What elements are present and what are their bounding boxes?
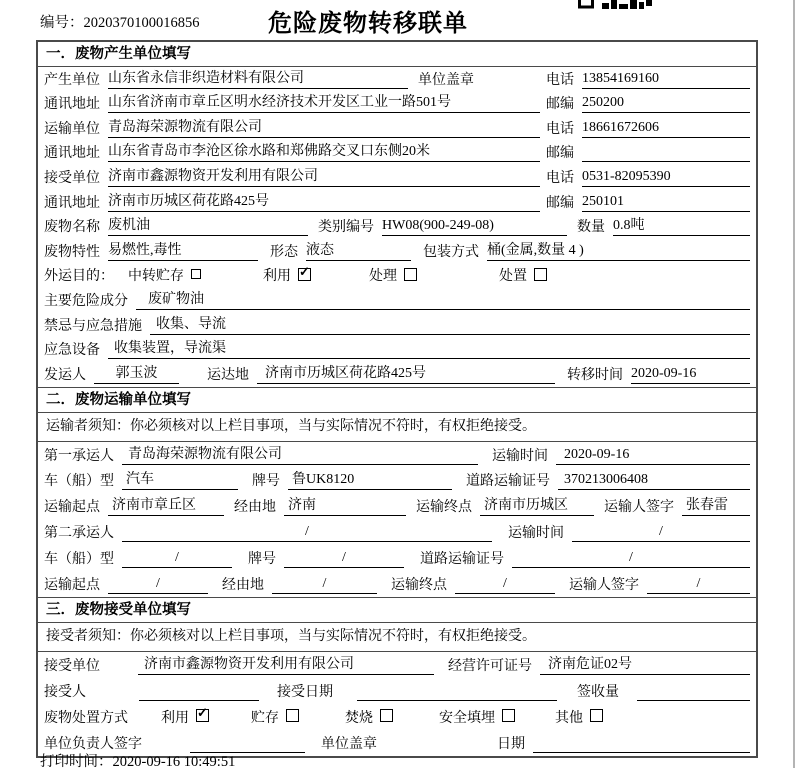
zip-value: 250200 [582, 94, 750, 113]
receive-unit-value: 济南市鑫源物资开发利用有限公司 [108, 168, 540, 187]
section-producer-title: 一．废物产生单位填写 [38, 42, 756, 67]
purpose-option-label: 中转贮存 [128, 269, 184, 285]
row-route-2 [38, 571, 756, 597]
equipment-value: 收集装置，导流渠 [108, 340, 750, 359]
disposal-option-label: 贮存 [251, 710, 279, 726]
sign-qty-value [637, 682, 750, 701]
second-carrier-value: / [122, 523, 492, 542]
category-value: HW08(900-249-08) [382, 217, 567, 236]
origin-label: 运输起点 [44, 577, 100, 593]
origin-value: / [108, 575, 208, 594]
section-receiver [38, 597, 756, 756]
end-value: / [455, 575, 555, 594]
leader-sign-label: 单位负责人签字 [44, 736, 142, 752]
disposal-option-landfill [439, 707, 515, 727]
transporter-notice: 运输者须知：你必须核对以上栏目事项，当与实际情况不符时，有权拒绝接受。 [38, 413, 756, 442]
section-receiver-title: 三．废物接受单位填写 [38, 598, 756, 623]
purpose-option-treat [369, 265, 417, 285]
row-receiver-person [38, 678, 756, 704]
serial-value: 2020370100016856 [83, 15, 200, 31]
address-label: 通讯地址 [44, 146, 100, 162]
address-label: 通讯地址 [44, 195, 100, 211]
section-transporter [38, 387, 756, 597]
sender-value: 郭玉波 [94, 365, 179, 384]
print-time-value: 2020-09-16 10:49:51 [112, 754, 236, 770]
disposal-option-incinerate [345, 707, 393, 727]
category-label: 类别编号 [318, 220, 374, 236]
package-label: 包装方式 [423, 244, 479, 260]
row-hazard-component [38, 288, 756, 313]
row-sender [38, 362, 756, 387]
disposal-option-label: 其他 [555, 710, 583, 726]
checkbox-icon [298, 268, 311, 281]
receiver-notice: 接受者须知：你必须核对以上栏目事项，当与实际情况不符时，有权拒绝接受。 [38, 623, 756, 652]
checkbox-icon [590, 709, 603, 722]
row-transport-unit [38, 116, 756, 141]
form-label: 形态 [270, 244, 298, 260]
taboo-label: 禁忌与应急措施 [44, 318, 142, 334]
date-label: 日期 [497, 736, 525, 752]
row-receive-unit [38, 652, 756, 678]
plate-value: 鲁UK8120 [288, 471, 452, 490]
character-value: 易燃性,毒性 [108, 242, 258, 261]
via-label: 经由地 [234, 500, 276, 516]
road-license-label: 道路运输证号 [466, 474, 550, 490]
vehicle-type-label: 车（船）型 [44, 474, 114, 490]
checkbox-icon [191, 269, 201, 279]
zip-label: 邮编 [546, 97, 574, 113]
phone-label: 电话 [546, 121, 574, 137]
disposal-option-storage [251, 707, 299, 727]
zip-label: 邮编 [546, 195, 574, 211]
phone-label: 电话 [546, 72, 574, 88]
destination-value: 济南市历城区荷花路425号 [257, 365, 555, 384]
row-second-carrier [38, 519, 756, 545]
checkbox-icon [502, 709, 515, 722]
hazard-label: 主要危险成分 [44, 293, 128, 309]
receive-date-value [357, 682, 557, 701]
produce-unit-label: 产生单位 [44, 72, 100, 88]
qty-label: 数量 [577, 220, 605, 236]
transfer-time-value: 2020-09-16 [631, 365, 750, 384]
transport-time-value: / [572, 523, 750, 542]
page-title: 危险废物转移联单 [268, 11, 468, 37]
via-label: 经由地 [222, 577, 264, 593]
transporter-sign-label: 运输人签字 [569, 577, 639, 593]
checkbox-icon [404, 268, 417, 281]
purpose-option-label: 处理 [369, 269, 397, 285]
row-first-carrier [38, 442, 756, 468]
checkbox-icon [286, 709, 299, 722]
qty-value: 0.8吨 [613, 217, 750, 236]
disposal-option-label: 安全填埋 [439, 710, 495, 726]
produce-unit-value: 山东省永信非织造材料有限公司 [108, 70, 408, 89]
second-carrier-label: 第二承运人 [44, 525, 114, 541]
checkbox-icon [380, 709, 393, 722]
transfer-manifest-form [36, 40, 758, 758]
receiver-label: 接受人 [44, 684, 86, 700]
road-license-value: 370213006408 [558, 471, 750, 490]
row-receive-unit [38, 165, 756, 190]
purpose-option-transfer-storage [128, 265, 201, 285]
road-license-value: / [512, 549, 750, 568]
row-waste-name [38, 215, 756, 240]
origin-value: 济南市章丘区 [108, 497, 224, 516]
transport-time-label: 运输时间 [508, 525, 564, 541]
transport-unit-value: 青岛海荣源物流有限公司 [108, 119, 540, 138]
equipment-label: 应急设备 [44, 343, 100, 359]
purpose-option-label: 处置 [499, 269, 527, 285]
section-producer [38, 42, 756, 387]
waste-name-label: 废物名称 [44, 220, 100, 236]
phone-value: 0531-82095390 [582, 168, 750, 187]
row-vehicle-1 [38, 468, 756, 494]
row-producer-address [38, 92, 756, 117]
transporter-sign-label: 运输人签字 [604, 500, 674, 516]
purpose-option-utilize [263, 265, 311, 285]
row-disposal-method [38, 704, 756, 730]
row-taboo-measures [38, 313, 756, 338]
disposal-option-label: 利用 [161, 710, 189, 726]
road-license-label: 道路运输证号 [420, 551, 504, 567]
taboo-value: 收集、导流 [150, 316, 750, 335]
transport-time-value: 2020-09-16 [556, 446, 750, 465]
transporter-sign-value: 张春雷 [682, 497, 750, 516]
vehicle-type-value: 汽车 [122, 471, 238, 490]
via-value: 济南 [284, 497, 406, 516]
phone-value: 18661672606 [582, 119, 750, 138]
transfer-time-label: 转移时间 [567, 367, 623, 383]
date-value [533, 734, 750, 753]
address-label: 通讯地址 [44, 97, 100, 113]
zip-value: 250101 [582, 193, 750, 212]
row-receiver-address [38, 190, 756, 215]
plate-label: 牌号 [248, 551, 276, 567]
row-emergency-equipment [38, 338, 756, 363]
waste-name-value: 废机油 [108, 217, 308, 236]
unit-seal-label: 单位盖章 [321, 736, 377, 752]
package-value: 桶(金属,数量 4 ) [487, 242, 750, 261]
end-value: 济南市历城区 [480, 497, 594, 516]
end-label: 运输终点 [416, 500, 472, 516]
row-route-1 [38, 493, 756, 519]
row-vehicle-2 [38, 545, 756, 571]
form-value: 液态 [306, 242, 411, 261]
disposal-option-label: 焚烧 [345, 710, 373, 726]
row-transporter-address [38, 141, 756, 166]
hazard-value: 废矿物油 [136, 291, 750, 310]
row-waste-character [38, 239, 756, 264]
purpose-option-dispose [499, 265, 547, 285]
section-transporter-title: 二．废物运输单位填写 [38, 388, 756, 413]
transport-time-label: 运输时间 [492, 448, 548, 464]
first-carrier-value: 青岛海荣源物流有限公司 [122, 446, 478, 465]
receive-unit-label: 接受单位 [44, 170, 100, 186]
end-label: 运输终点 [391, 577, 447, 593]
checkbox-icon [196, 709, 209, 722]
qr-code-fragment-icon [578, 0, 652, 9]
purpose-option-label: 利用 [263, 269, 291, 285]
address-value: 山东省青岛市李沧区徐水路和郑佛路交叉口东侧20米 [108, 143, 540, 162]
checkbox-icon [534, 268, 547, 281]
transport-unit-label: 运输单位 [44, 121, 100, 137]
purpose-label: 外运目的： [44, 269, 114, 285]
vehicle-type-value: / [122, 549, 232, 568]
address-value: 山东省济南市章丘区明水经济技术开发区工业一路501号 [108, 94, 540, 113]
transporter-sign-value: / [647, 575, 750, 594]
zip-label: 邮编 [546, 146, 574, 162]
origin-label: 运输起点 [44, 500, 100, 516]
phone-label: 电话 [546, 170, 574, 186]
address-value: 济南市历城区荷花路425号 [108, 193, 540, 212]
unit-seal-label: 单位盖章 [418, 72, 474, 88]
disposal-method-label: 废物处置方式 [44, 710, 128, 726]
plate-label: 牌号 [252, 474, 280, 490]
sign-qty-label: 签收量 [577, 684, 619, 700]
row-produce-unit [38, 67, 756, 92]
receive-unit-label: 接受单位 [44, 658, 100, 674]
receiver-value [139, 682, 259, 701]
plate-value: / [284, 549, 404, 568]
first-carrier-label: 第一承运人 [44, 448, 114, 464]
receive-date-label: 接受日期 [277, 684, 333, 700]
zip-value [582, 143, 750, 162]
sender-label: 发运人 [44, 367, 86, 383]
vehicle-type-label: 车（船）型 [44, 551, 114, 567]
disposal-option-utilize [161, 707, 209, 727]
disposal-option-other [555, 707, 603, 727]
permit-label: 经营许可证号 [448, 658, 532, 674]
print-time-label: 打印时间： [40, 754, 113, 770]
serial-label: 编号： [40, 15, 84, 31]
destination-label: 运达地 [207, 367, 249, 383]
row-purpose [38, 264, 756, 289]
receive-unit-value: 济南市鑫源物资开发利用有限公司 [138, 656, 434, 675]
via-value: / [272, 575, 377, 594]
permit-value: 济南危证02号 [540, 656, 750, 675]
character-label: 废物特性 [44, 244, 100, 260]
scan-edge-artifact [793, 0, 795, 768]
phone-value: 13854169160 [582, 70, 750, 89]
